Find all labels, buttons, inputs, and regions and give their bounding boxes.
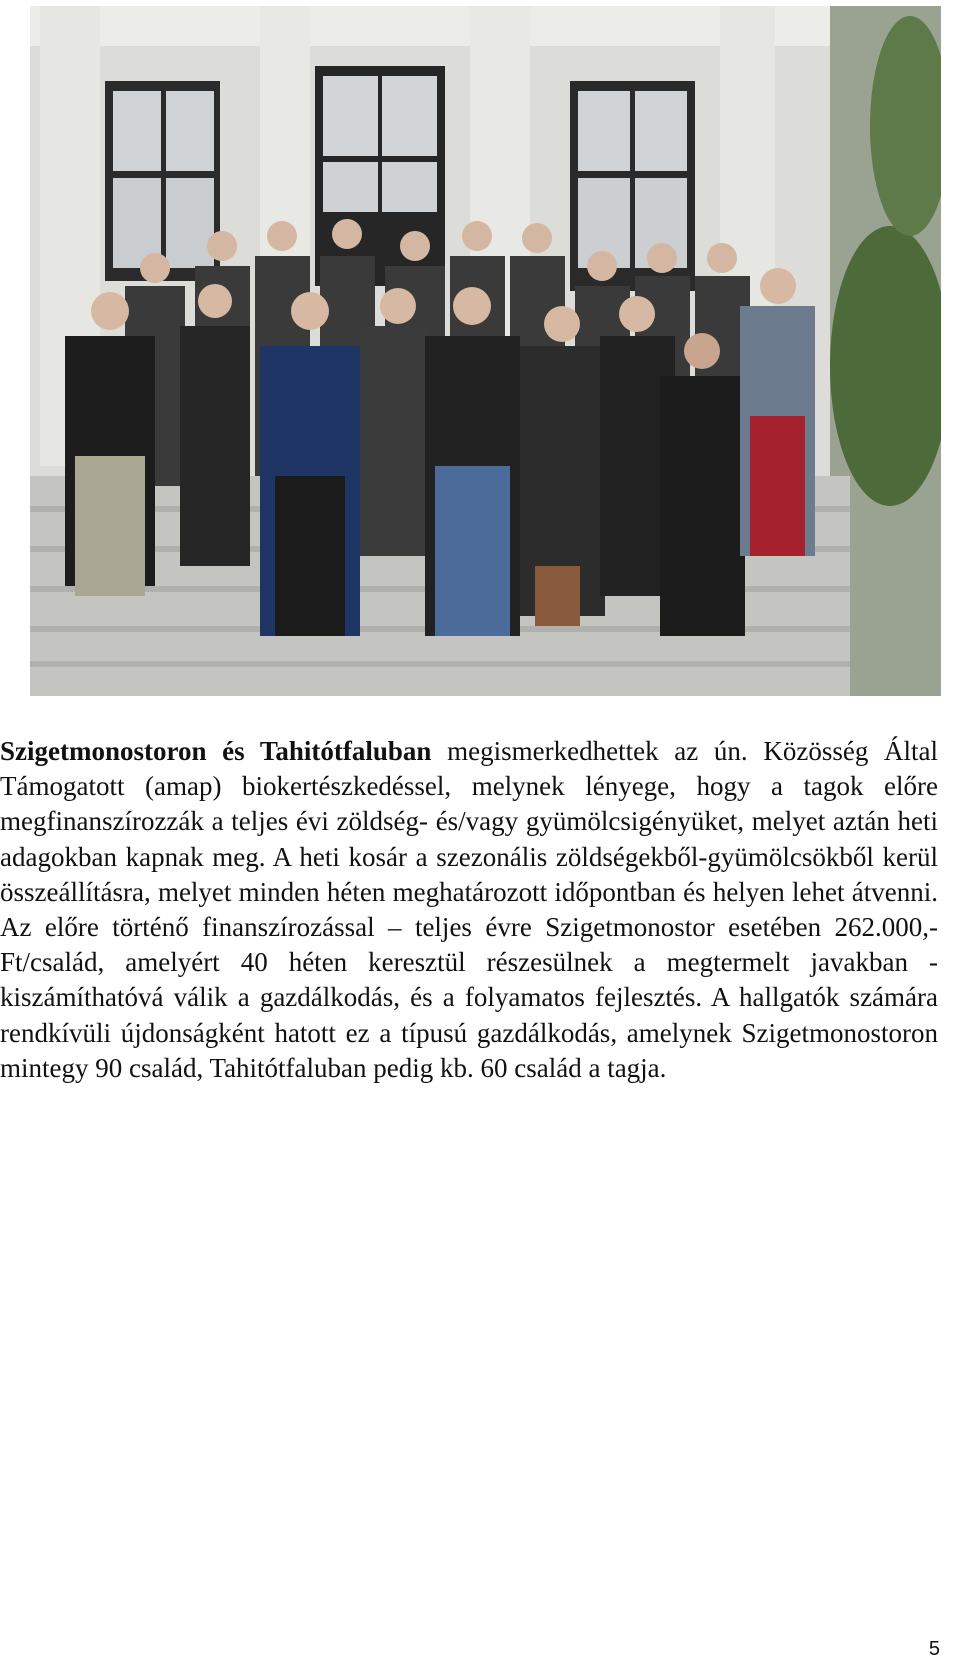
bold-place-names: Szigetmonostoron és Tahitótfaluban xyxy=(0,736,432,766)
group-photo-icon xyxy=(30,6,941,696)
paragraph-text: megismerkedhettek az ún. Közösség Által Támogatott (amap) biokertészkedéssel, melynek lényege, hogy a tagok előre megfinanszírozzák a teljes évi zöldség- és/vagy gyümölcsigényüket, melyet aztán heti adagokban kapnak meg. A heti kosár a szezonális zöldségekből-gyümölcsökből kerül összeállításra, melyet minden héten meghatározott időpontban és helyen lehet átvenni. Az előre történő finanszírozással – teljes évre Szigetmonostor esetében 262.000,- Ft/család, amelyért 40 héten keresztül részesülnek a megtermelt javakban - kiszámíthatóvá válik a gazdálkodás, és a folyamatos fejlesztés. A hallgatók számára rendkívüli újdonságként hatott ez a típusú gazdálkodás, amelynek Szigetmonostoron mintegy 90 család, Tahitótfaluban pedig kb. 60 család a tagja. xyxy=(0,736,938,1083)
page-number: 5 xyxy=(928,1638,940,1660)
body-paragraph xyxy=(0,734,938,1086)
group-photo xyxy=(30,6,941,696)
